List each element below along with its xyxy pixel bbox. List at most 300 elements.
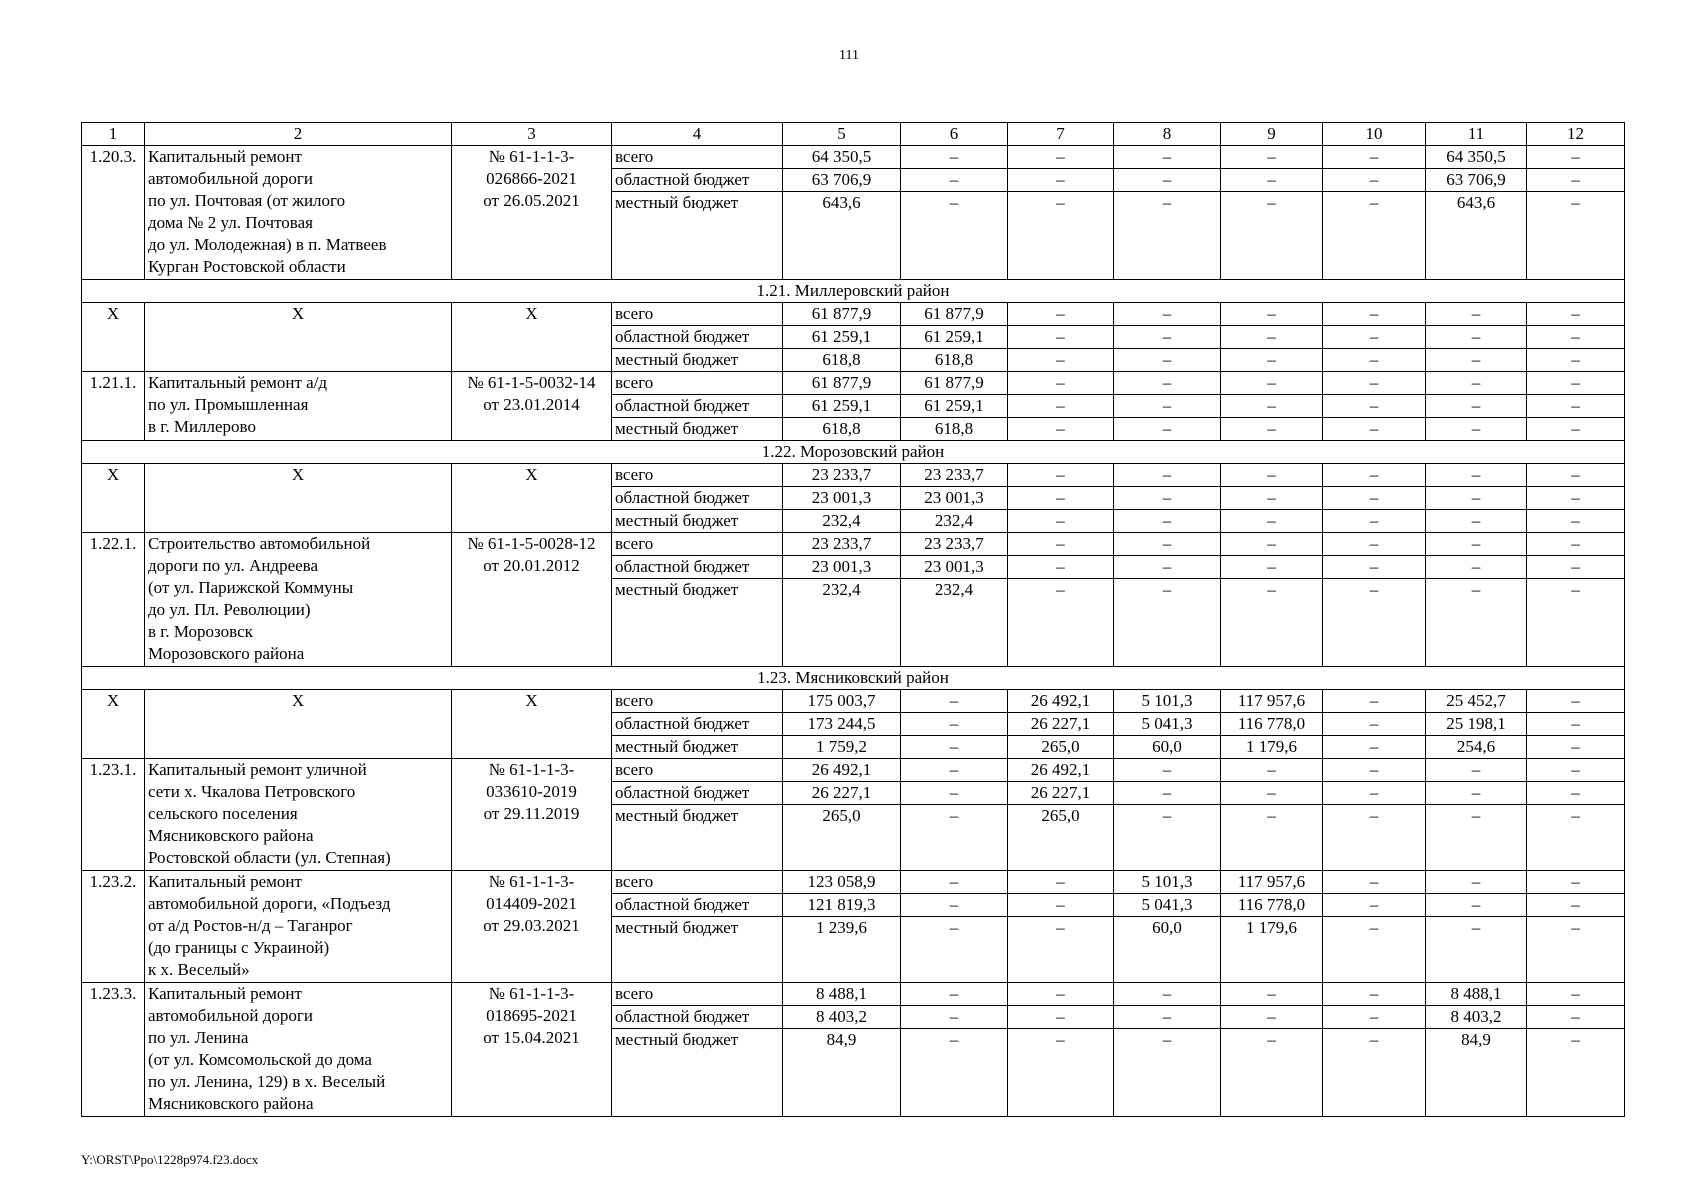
amount-cell: – [1008,349,1114,372]
amount-cell: – [1221,782,1323,805]
amount-cell: – [1114,303,1221,326]
amount-cell: – [1323,917,1426,983]
amount-cell: 60,0 [1114,736,1221,759]
amount-cell: 84,9 [1426,1029,1527,1117]
amount-cell: 618,8 [783,418,901,441]
amount-cell: 61 259,1 [783,326,901,349]
amount-cell: – [1527,192,1625,280]
amount-cell: – [1008,192,1114,280]
document-number-line: от 29.11.2019 [483,804,580,823]
amount-cell: – [1221,1006,1323,1029]
amount-cell: 121 819,3 [783,894,901,917]
amount-cell: – [1221,805,1323,871]
amount-cell: – [1221,556,1323,579]
document-number-line: 026866-2021 [486,169,577,188]
amount-cell: 60,0 [1114,917,1221,983]
amount-cell: – [1426,556,1527,579]
amount-cell: 26 492,1 [1008,690,1114,713]
object-name-line: по ул. Ленина [148,1028,249,1047]
amount-cell: – [1426,871,1527,894]
amount-cell: – [901,192,1008,280]
funding-source: всего [612,146,783,169]
amount-cell: 8 403,2 [783,1006,901,1029]
table-row [82,146,1625,169]
section-title: 1.22. Морозовский район [82,441,1625,464]
section-header-row [82,667,1625,690]
amount-cell: – [1527,326,1625,349]
document-number-line: Х [525,465,538,484]
amount-cell: 84,9 [783,1029,901,1117]
object-name-line: по ул. Почтовая (от жилого [148,191,346,210]
amount-cell: 23 233,7 [901,533,1008,556]
document-number-line: от 15.04.2021 [483,1028,580,1047]
amount-cell: 8 488,1 [1426,983,1527,1006]
amount-cell: – [1426,349,1527,372]
amount-cell: – [1527,349,1625,372]
amount-cell: 643,6 [783,192,901,280]
section-header-row [82,280,1625,303]
amount-cell: – [1114,510,1221,533]
amount-cell: 232,4 [901,510,1008,533]
amount-cell: 5 101,3 [1114,690,1221,713]
object-name [145,871,452,983]
column-number-header: 7 [1008,123,1114,146]
amount-cell: – [1323,983,1426,1006]
document-number [452,983,612,1117]
amount-cell: – [1323,894,1426,917]
amount-cell: – [1527,487,1625,510]
amount-cell: – [1008,487,1114,510]
column-number-header: 8 [1114,123,1221,146]
amount-cell: – [901,713,1008,736]
document-number-line: от 26.05.2021 [483,191,580,210]
amount-cell: – [1426,464,1527,487]
item-number: Х [82,303,145,372]
amount-cell: – [1527,871,1625,894]
amount-cell: – [1527,395,1625,418]
amount-cell: – [1323,1006,1426,1029]
document-number-line: от 29.03.2021 [483,916,580,935]
amount-cell: – [1221,759,1323,782]
amount-cell: – [901,894,1008,917]
column-number-header: 11 [1426,123,1527,146]
object-name-line: Х [291,465,305,484]
object-name-line: (от ул. Парижской Коммуны [148,578,354,597]
object-name [145,146,452,280]
amount-cell: – [1426,759,1527,782]
amount-cell: – [901,169,1008,192]
amount-cell: – [1221,510,1323,533]
amount-cell: 265,0 [1008,736,1114,759]
amount-cell: – [1527,713,1625,736]
amount-cell: – [1323,395,1426,418]
document-number-line: № 61-1-1-3- [488,147,575,166]
amount-cell: – [1527,464,1625,487]
amount-cell: – [1527,303,1625,326]
object-name-line: сети х. Чкалова Петровского [148,782,356,801]
amount-cell: – [1426,917,1527,983]
amount-cell: – [1114,805,1221,871]
amount-cell: – [1527,1006,1625,1029]
amount-cell: – [1221,487,1323,510]
object-name-line: Мясниковского района [148,1094,314,1113]
object-name-line: Капитальный ремонт [148,147,302,166]
amount-cell: – [1114,146,1221,169]
amount-cell: 26 227,1 [1008,713,1114,736]
amount-cell: – [1221,983,1323,1006]
amount-cell: – [1221,349,1323,372]
item-number: 1.23.2. [82,871,145,983]
object-name-line: автомобильной дороги, «Подъезд [148,894,391,913]
amount-cell: – [1527,510,1625,533]
amount-cell: – [1426,579,1527,667]
amount-cell: – [1527,169,1625,192]
amount-cell: 5 101,3 [1114,871,1221,894]
amount-cell: 618,8 [783,349,901,372]
object-name-line: Мясниковского района [148,826,314,845]
object-name-line: в г. Миллерово [148,417,256,436]
amount-cell: – [1008,894,1114,917]
item-number: 1.21.1. [82,372,145,441]
amount-cell: – [1221,533,1323,556]
amount-cell: – [1114,759,1221,782]
object-name-line: до ул. Пл. Революции) [148,600,311,619]
amount-cell: – [1008,917,1114,983]
amount-cell: 61 877,9 [783,303,901,326]
amount-cell: 175 003,7 [783,690,901,713]
amount-cell: – [1221,395,1323,418]
amount-cell: – [1323,556,1426,579]
amount-cell: – [1114,556,1221,579]
document-number [452,759,612,871]
object-name-line: по ул. Ленина, 129) в х. Веселый [148,1072,386,1091]
amount-cell: 5 041,3 [1114,713,1221,736]
amount-cell: – [1527,1029,1625,1117]
object-name-line: Капитальный ремонт [148,872,302,891]
funding-source: областной бюджет [612,395,783,418]
amount-cell: – [901,146,1008,169]
funding-source: местный бюджет [612,736,783,759]
amount-cell: – [1221,579,1323,667]
object-name-line: автомобильной дороги [148,169,313,188]
amount-cell: – [1114,983,1221,1006]
amount-cell: – [1527,736,1625,759]
amount-cell: 116 778,0 [1221,894,1323,917]
financing-table [81,122,1625,1117]
amount-cell: – [901,871,1008,894]
amount-cell: 618,8 [901,418,1008,441]
amount-cell: – [1527,690,1625,713]
amount-cell: – [1323,303,1426,326]
object-name [145,759,452,871]
page-number: 111 [839,48,859,63]
amount-cell: – [901,736,1008,759]
amount-cell: 25 452,7 [1426,690,1527,713]
amount-cell: – [1426,372,1527,395]
amount-cell: – [1527,894,1625,917]
amount-cell: – [1527,579,1625,667]
funding-source: областной бюджет [612,326,783,349]
amount-cell: – [1221,192,1323,280]
amount-cell: 173 244,5 [783,713,901,736]
document-number-line: № 61-1-1-3- [488,872,575,891]
amount-cell: – [1008,983,1114,1006]
amount-cell: – [1114,372,1221,395]
amount-cell: – [1527,372,1625,395]
amount-cell: – [1008,303,1114,326]
amount-cell: – [1426,894,1527,917]
amount-cell: – [901,759,1008,782]
amount-cell: 8 488,1 [783,983,901,1006]
item-number: Х [82,690,145,759]
object-name-line: по ул. Промышленная [148,395,309,414]
column-number-header: 1 [82,123,145,146]
amount-cell: 61 259,1 [901,326,1008,349]
amount-cell: 63 706,9 [1426,169,1527,192]
column-number-header: 6 [901,123,1008,146]
amount-cell: 117 957,6 [1221,871,1323,894]
document-number-line: № 61-1-1-3- [488,760,575,779]
amount-cell: – [1114,533,1221,556]
amount-cell: 61 259,1 [783,395,901,418]
funding-source: областной бюджет [612,1006,783,1029]
object-name-line: от а/д Ростов-н/д – Таганрог [148,916,353,935]
amount-cell: – [1527,146,1625,169]
amount-cell: – [901,917,1008,983]
amount-cell: 23 001,3 [783,556,901,579]
column-number-header: 10 [1323,123,1426,146]
document-number-line: 018695-2021 [486,1006,577,1025]
table-row [82,983,1625,1006]
object-name-line: Строительство автомобильной [148,534,371,553]
amount-cell: – [1426,805,1527,871]
amount-cell: 26 227,1 [1008,782,1114,805]
funding-source: всего [612,871,783,894]
document-number [452,464,612,533]
document-number [452,303,612,372]
amount-cell: – [1221,326,1323,349]
amount-cell: – [1114,464,1221,487]
amount-cell: – [1323,871,1426,894]
amount-cell: – [1323,464,1426,487]
object-name-line: Х [291,304,305,323]
amount-cell: – [1323,326,1426,349]
amount-cell: – [1426,418,1527,441]
amount-cell: 25 198,1 [1426,713,1527,736]
amount-cell: – [1426,782,1527,805]
amount-cell: – [1426,533,1527,556]
document-number-line: 033610-2019 [486,782,577,801]
amount-cell: – [1114,192,1221,280]
document-number-line: № 61-1-5-0032-14 [467,373,596,392]
item-number: Х [82,464,145,533]
funding-source: всего [612,464,783,487]
document-number [452,146,612,280]
funding-source: местный бюджет [612,917,783,983]
amount-cell: 1 239,6 [783,917,901,983]
funding-source: местный бюджет [612,510,783,533]
amount-cell: 232,4 [901,579,1008,667]
amount-cell: – [1323,146,1426,169]
amount-cell: 232,4 [783,510,901,533]
amount-cell: 23 233,7 [901,464,1008,487]
amount-cell: – [1008,418,1114,441]
column-number-header: 3 [452,123,612,146]
amount-cell: 8 403,2 [1426,1006,1527,1029]
object-name [145,690,452,759]
funding-source: всего [612,372,783,395]
amount-cell: 23 233,7 [783,464,901,487]
amount-cell: – [1426,510,1527,533]
amount-cell: 63 706,9 [783,169,901,192]
funding-source: всего [612,983,783,1006]
amount-cell: 26 492,1 [783,759,901,782]
amount-cell: – [1323,192,1426,280]
object-name-line: к х. Веселый» [148,960,250,979]
table-row [82,690,1625,713]
table-row [82,372,1625,395]
amount-cell: – [1221,372,1323,395]
document-number [452,372,612,441]
object-name-line: Морозовского района [148,644,305,663]
object-name-line: автомобильной дороги [148,1006,313,1025]
amount-cell: – [1323,1029,1426,1117]
item-number: 1.22.1. [82,533,145,667]
amount-cell: – [1008,556,1114,579]
amount-cell: – [1008,871,1114,894]
amount-cell: – [1008,1029,1114,1117]
amount-cell: – [1008,510,1114,533]
amount-cell: – [1323,349,1426,372]
object-name [145,303,452,372]
amount-cell: – [1323,533,1426,556]
column-number-header: 5 [783,123,901,146]
amount-cell: – [1114,782,1221,805]
funding-source: областной бюджет [612,556,783,579]
amount-cell: 61 259,1 [901,395,1008,418]
table-row [82,303,1625,326]
document-number-line: Х [525,691,538,710]
amount-cell: – [1221,169,1323,192]
amount-cell: – [1221,146,1323,169]
amount-cell: – [1323,169,1426,192]
amount-cell: – [1527,917,1625,983]
amount-cell: – [1221,418,1323,441]
funding-source: областной бюджет [612,713,783,736]
amount-cell: – [1008,169,1114,192]
amount-cell: – [1323,510,1426,533]
amount-cell: – [1008,464,1114,487]
section-header-row [82,441,1625,464]
amount-cell: – [1008,146,1114,169]
amount-cell: – [1114,487,1221,510]
item-number: 1.20.3. [82,146,145,280]
document-number-line: № 61-1-1-3- [488,984,575,1003]
object-name-line: Капитальный ремонт [148,984,302,1003]
amount-cell: 23 233,7 [783,533,901,556]
amount-cell: 64 350,5 [1426,146,1527,169]
amount-cell: – [1527,759,1625,782]
amount-cell: 117 957,6 [1221,690,1323,713]
funding-source: местный бюджет [612,579,783,667]
amount-cell: 26 492,1 [1008,759,1114,782]
amount-cell: 61 877,9 [901,372,1008,395]
amount-cell: – [1114,395,1221,418]
object-name-line: Х [291,691,305,710]
object-name [145,464,452,533]
column-number-header: 9 [1221,123,1323,146]
funding-source: местный бюджет [612,192,783,280]
amount-cell: – [901,782,1008,805]
amount-cell: – [1114,418,1221,441]
amount-cell: – [901,1006,1008,1029]
amount-cell: – [1323,690,1426,713]
amount-cell: – [1221,303,1323,326]
amount-cell: – [1323,759,1426,782]
funding-source: всего [612,759,783,782]
funding-source: всего [612,690,783,713]
table-row [82,533,1625,556]
amount-cell: – [1527,805,1625,871]
funding-source: местный бюджет [612,1029,783,1117]
amount-cell: – [1114,1006,1221,1029]
amount-cell: – [1527,533,1625,556]
file-path-footer: Y:\ORST\Ppo\1228p974.f23.docx [81,1152,259,1167]
amount-cell: – [1323,805,1426,871]
amount-cell: – [1323,372,1426,395]
column-number-header: 12 [1527,123,1625,146]
funding-source: областной бюджет [612,782,783,805]
amount-cell: – [1323,487,1426,510]
document-number-line: Х [525,304,538,323]
amount-cell: – [1008,326,1114,349]
amount-cell: – [1114,326,1221,349]
object-name-line: в г. Морозовск [148,622,253,641]
amount-cell: 116 778,0 [1221,713,1323,736]
amount-cell: – [1323,418,1426,441]
document-number-line: от 23.01.2014 [483,395,580,414]
object-name-line: дороги по ул. Андреева [148,556,319,575]
funding-source: всего [612,303,783,326]
amount-cell: 123 058,9 [783,871,901,894]
funding-source: областной бюджет [612,487,783,510]
object-name [145,372,452,441]
amount-cell: – [1426,326,1527,349]
funding-source: областной бюджет [612,894,783,917]
amount-cell: 618,8 [901,349,1008,372]
item-number: 1.23.3. [82,983,145,1117]
amount-cell: – [1008,533,1114,556]
funding-source: областной бюджет [612,169,783,192]
section-title: 1.21. Миллеровский район [82,280,1625,303]
amount-cell: 23 001,3 [901,556,1008,579]
column-number-header: 2 [145,123,452,146]
amount-cell: 61 877,9 [783,372,901,395]
amount-cell: – [1323,579,1426,667]
amount-cell: 254,6 [1426,736,1527,759]
funding-source: местный бюджет [612,418,783,441]
amount-cell: – [901,690,1008,713]
amount-cell: 1 179,6 [1221,736,1323,759]
amount-cell: 1 759,2 [783,736,901,759]
section-title: 1.23. Мясниковский район [82,667,1625,690]
table-row [82,464,1625,487]
amount-cell: 265,0 [783,805,901,871]
amount-cell: 5 041,3 [1114,894,1221,917]
column-number-row [82,123,1625,146]
amount-cell: – [1008,1006,1114,1029]
object-name-line: Капитальный ремонт а/д [148,373,328,392]
